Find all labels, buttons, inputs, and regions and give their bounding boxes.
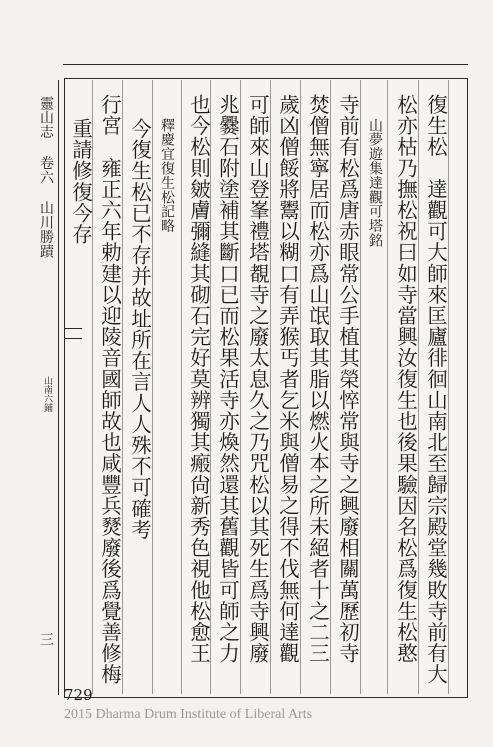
text-column-citation: 山夢遊集達觀可塔銘: [367, 118, 383, 248]
text-column: 復生松 達觀可大師來匡廬徘徊山南北至歸宗殿堂幾敗寺前有大: [423, 94, 448, 685]
folio-mark: [64, 328, 82, 339]
column-rule: [270, 80, 271, 694]
column-rule: [240, 80, 241, 694]
column-rule: [300, 80, 301, 694]
text-column: 可師來山登峯禮塔覩寺之廢太息久之乃咒松以其死生爲寺興廢: [245, 94, 270, 664]
column-rule: [152, 80, 153, 694]
watermark: 2015 Dharma Drum Institute of Liberal Arts: [64, 707, 313, 722]
margin-page-number: 三: [38, 632, 54, 647]
page-number: 729: [64, 686, 93, 704]
text-column: 行宮 雍正六年勅建以迎陵音國師故也咸豐兵燹廢後爲覺善修梅: [97, 94, 122, 685]
text-column: 也今松則皴膚彌縫其砌石完好莫辨獨其瘢尙新秀色視他松愈王: [186, 94, 211, 664]
text-column: 焚僧無寧居而松亦爲山氓取其脂以燃火本之所未絕者十之二三: [305, 94, 330, 664]
column-rule: [387, 80, 388, 694]
column-rule: [448, 80, 449, 694]
text-column: 歲凶僧餒將鬻以糊口有弄猴丐者乞米與僧易之得不伐無何達觀: [275, 94, 300, 664]
column-rule: [360, 80, 361, 694]
column-rule: [181, 80, 182, 694]
column-rule: [330, 80, 331, 694]
text-column: 寺前有松爲唐赤眼常公手植其榮悴常與寺之興廢相關萬歷初寺: [335, 94, 360, 664]
margin-title: 靈山志 卷六 山川勝蹟: [38, 96, 54, 259]
text-column-citation: 釋慶宜復生松記略: [159, 118, 175, 234]
text-column: 兆爨石附塗補其斷口已而松果活寺亦煥然還其舊觀皆可師之力: [215, 94, 240, 664]
text-column: 松亦枯乃撫松祝曰如寺當興汝復生也後果驗因名松爲復生松憨: [393, 94, 418, 664]
column-rule: [418, 80, 419, 694]
margin-subtitle: 山南六鋪: [42, 376, 52, 412]
text-column: 重請修復今存: [68, 118, 93, 245]
text-column: 今復生松已不存并故址所在言人人殊不可確考: [127, 118, 152, 540]
column-rule: [122, 80, 123, 694]
top-rule: [63, 64, 468, 65]
